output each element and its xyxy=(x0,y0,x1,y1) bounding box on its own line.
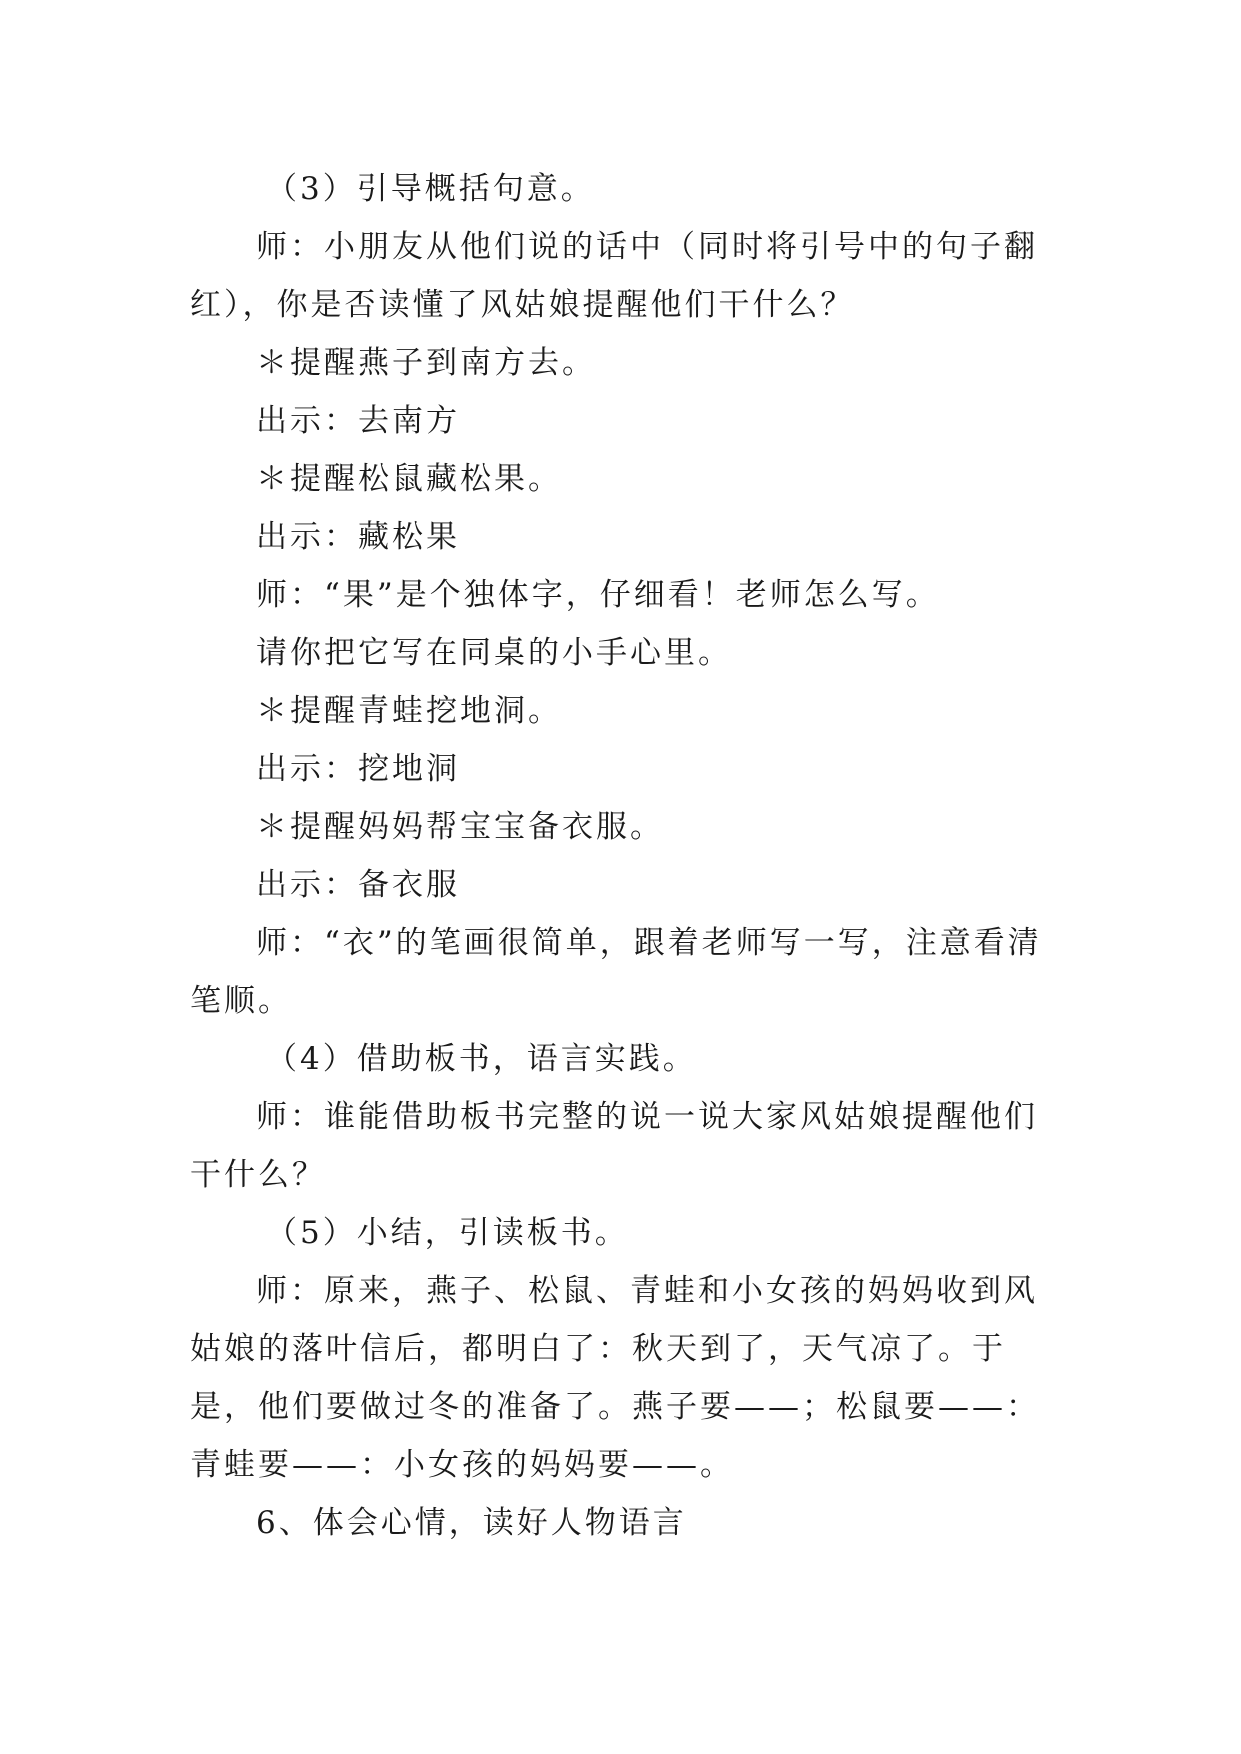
document-page xyxy=(190,160,1056,1552)
paragraph-teacher-yi: 师：“衣”的笔画很简单，跟着老师写一写，注意看清笔顺。 xyxy=(190,925,1042,1019)
paragraph-remind-squirrel: ＊提醒松鼠藏松果。 xyxy=(256,461,562,497)
paragraph-show-clothes: 出示：备衣服 xyxy=(256,867,460,903)
paragraph-show-pinecone: 出示：藏松果 xyxy=(256,519,460,555)
paragraph-show-south: 出示：去南方 xyxy=(256,403,460,439)
paragraph-remind-frog: ＊提醒青蛙挖地洞。 xyxy=(256,693,562,729)
paragraph-remind-swallow: ＊提醒燕子到南方去。 xyxy=(256,345,596,381)
paragraph-write-palm: 请你把它写在同桌的小手心里。 xyxy=(256,635,732,671)
paragraph-teacher-guo: 师：“果”是个独体字，仔细看！老师怎么写。 xyxy=(256,577,940,613)
paragraph-teacher-summary: 师：原来，燕子、松鼠、青蛙和小女孩的妈妈收到风姑娘的落叶信后，都明白了：秋天到了，天气凉了。于是，他们要做过冬的准备了。燕子要——；松鼠要——：青蛙要——：小女孩的妈妈要——。 xyxy=(190,1273,1040,1483)
paragraph-remind-mother: ＊提醒妈妈帮宝宝备衣服。 xyxy=(256,809,664,845)
paragraph-show-hole: 出示：挖地洞 xyxy=(256,751,460,787)
paragraph-step-6: 6、体会心情，读好人物语言 xyxy=(256,1505,687,1541)
paragraph-teacher-question: 师：小朋友从他们说的话中（同时将引号中的句子翻红），你是否读懂了风姑娘提醒他们干什么？ xyxy=(190,229,1038,323)
paragraph-step-4: （4）借助板书，语言实践。 xyxy=(266,1041,697,1077)
paragraph-step-3: （3）引导概括句意。 xyxy=(266,171,595,207)
paragraph-step-5: （5）小结，引读板书。 xyxy=(266,1215,629,1251)
paragraph-teacher-blackboard: 师：谁能借助板书完整的说一说大家风姑娘提醒他们干什么？ xyxy=(190,1099,1038,1193)
